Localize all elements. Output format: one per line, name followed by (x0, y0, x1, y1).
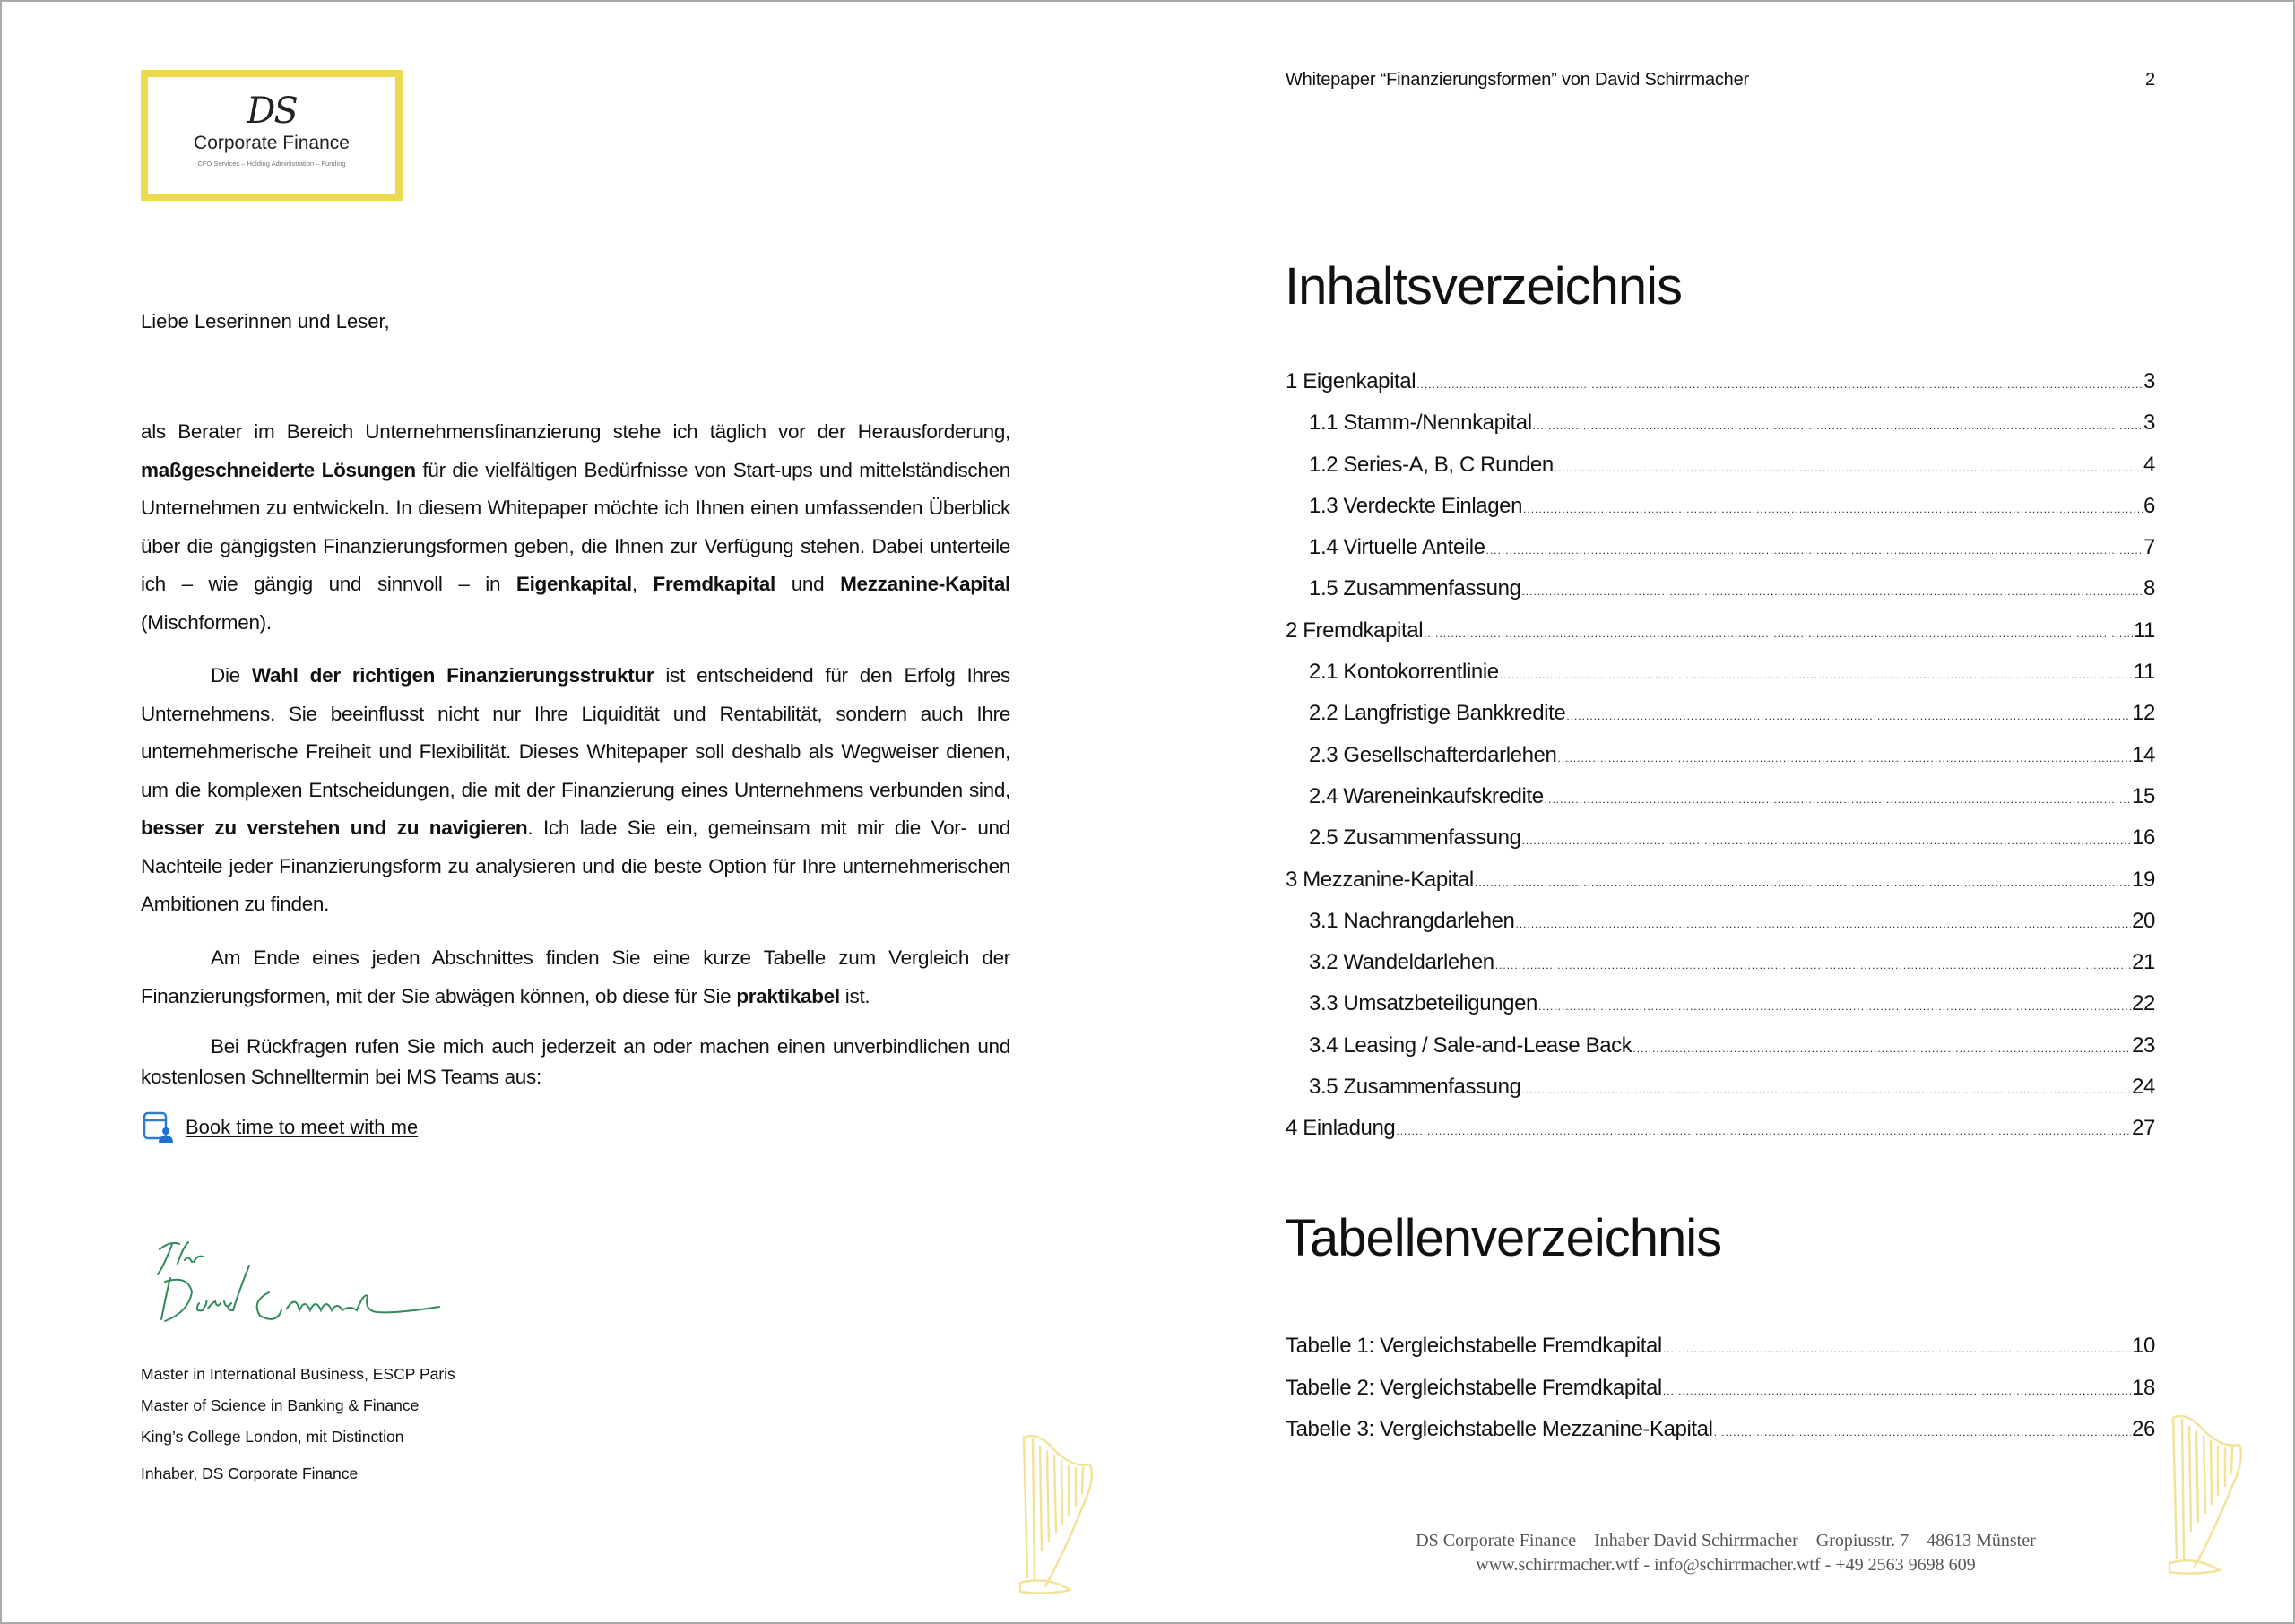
dot-leader (1522, 585, 2143, 598)
credential-item: King’s College London, mit Distinction (141, 1428, 404, 1446)
dot-leader (1475, 877, 2131, 889)
body-text: , (631, 573, 654, 595)
toc-entry-label: 3.3 Umsatzbeteiligungen (1309, 991, 1537, 1016)
toc-entry-page: 6 (2143, 493, 2155, 518)
toc-entry-page: 3 (2143, 410, 2155, 436)
toc-entry-page: 23 (2132, 1032, 2155, 1058)
toc-entry-label: Tabelle 2: Vergleichstabelle Fremdkapital (1286, 1375, 1662, 1400)
logo-tagline: CFO Services – Holding Administration – Funding (197, 160, 346, 168)
logo-name: Corporate Finance (194, 133, 350, 153)
toc-entry-page: 16 (2132, 825, 2155, 851)
toc-entry-page: 8 (2143, 576, 2155, 601)
dot-leader (1500, 669, 2133, 681)
toc-entry-label: Tabelle 1: Vergleichstabelle Fremdkapital (1286, 1334, 1662, 1358)
emphasis-text: Wahl der richtigen Finanzierungsstruktur (251, 664, 654, 687)
page-footer (1273, 1529, 2178, 1577)
book-meeting-link[interactable] (143, 1111, 418, 1144)
toc-entry-page: 14 (2132, 742, 2155, 767)
footer-address: DS Corporate Finance – Inhaber David Schirrmacher – Gropiusstr. 7 – 48613 Münster (1416, 1531, 2036, 1551)
toc-entry-label: 2.4 Wareneinkaufskredite (1309, 783, 1544, 808)
toc-entry[interactable] (1286, 1417, 2155, 1459)
emphasis-text: besser zu verstehen und zu navigieren (141, 816, 528, 839)
toc-entry[interactable] (1286, 743, 2155, 784)
body-text: ist entscheidend für den Erfolg Ihres Unternehmens. Sie beeinflusst nicht nur Ihre Liquidität und Rentabilität, sondern auch Ihre unternehmerische Freiheit und Flexibilität. Dieses Whitepaper soll deshalb als Wegweiser dienen, um die komplexen Entscheidungen, die mit der Finanzierung eines Unternehmens verbunden sind, (141, 664, 1010, 801)
toc-entry[interactable] (1286, 576, 2155, 618)
toc-entry-label: 3.4 Leasing / Sale-and-Lease Back (1309, 1032, 1632, 1058)
dot-leader (1522, 1084, 2132, 1096)
dot-leader (1538, 1000, 2131, 1013)
dot-leader (1424, 627, 2133, 640)
list-of-tables (1286, 1334, 2155, 1459)
toc-entry[interactable] (1286, 1116, 2155, 1157)
body-text: Am Ende eines jeden Abschnittes finden Sie eine kurze Tabelle zum Vergleich der Finanzierungsformen, mit der Sie abwägen können, ob diese für Sie (141, 946, 1010, 1007)
credential-item: Master of Science in Banking & Finance (141, 1396, 420, 1414)
company-logo (141, 70, 403, 201)
dot-leader (1396, 1125, 2131, 1137)
dot-leader (1566, 710, 2131, 722)
toc-entry-page: 19 (2132, 867, 2155, 892)
toc-entry-page: 12 (2132, 701, 2155, 726)
calendar-person-icon (143, 1111, 173, 1144)
toc-entry[interactable] (1286, 660, 2155, 701)
toc-entry-label: 3 Mezzanine-Kapital (1286, 867, 1474, 892)
toc-entry-page: 27 (2132, 1116, 2155, 1141)
toc-entry-page: 24 (2132, 1075, 2155, 1100)
toc-entry-page: 26 (2132, 1417, 2155, 1441)
tables-paragraph (141, 939, 1010, 1015)
dot-leader (1663, 1385, 2131, 1397)
toc-entry[interactable] (1286, 453, 2155, 494)
dot-leader (1555, 462, 2143, 474)
emphasis-text: Mezzanine-Kapital (840, 573, 1011, 595)
toc-entry[interactable] (1286, 1033, 2155, 1075)
toc-entry-label: 1.3 Verdeckte Einlagen (1309, 493, 1523, 518)
toc-entry[interactable] (1286, 1376, 2155, 1418)
body-text: . Ich lade Sie ein, gemeinsam mit mir die Vor- und Nachteile jeder Finanzierungsform zu analysieren und die beste Option für Ihre unternehmerischen Ambitionen zu finden. (141, 816, 1010, 915)
toc-entry[interactable] (1286, 494, 2155, 535)
body-text: Bei Rückfragen rufen Sie mich auch jederzeit an oder machen einen unverbindlichen und kostenlosen Schnelltermin bei MS Teams aus: (141, 1035, 1010, 1088)
body-text: (Mischformen). (141, 610, 272, 634)
toc-entry-label: 1.4 Virtuelle Anteile (1309, 535, 1485, 560)
toc-entry-label: 1.2 Series-A, B, C Runden (1309, 452, 1554, 477)
body-text: ist. (839, 984, 870, 1007)
toc-entry-label: 2.3 Gesellschafterdarlehen (1309, 742, 1557, 767)
toc-entry[interactable] (1286, 701, 2155, 742)
emphasis-text: Fremdkapital (653, 573, 775, 595)
contact-paragraph (141, 1032, 1010, 1093)
dot-leader (1522, 834, 2132, 847)
body-text: für die vielfältigen Bedürfnisse von Start-ups und mittelständischen Unternehmen zu entwickeln. In diesem Whitepaper möchte ich Ihnen einen umfassenden Überblick über die gängigsten Finanzierungsformen geben, die Ihnen zur Verfügung stehen. Dabei unterteile ich – wie gängig und sinnvoll – in (141, 458, 1010, 595)
dot-leader (1632, 1042, 2131, 1055)
dot-leader (1523, 503, 2143, 515)
emphasis-text: maßgeschneiderte Lösungen (141, 458, 416, 481)
body-text: Die (211, 664, 252, 687)
body-text: und (775, 573, 841, 595)
toc-entry-label: 2.2 Langfristige Bankkredite (1309, 701, 1566, 726)
toc-entry-page: 20 (2132, 908, 2155, 933)
toc-entry-label: 3.5 Zusammenfassung (1309, 1075, 1521, 1100)
dot-leader (1495, 959, 2131, 972)
toc-entry[interactable] (1286, 369, 2155, 410)
toc-entry-label: 3.1 Nachrangdarlehen (1309, 908, 1515, 933)
dot-leader (1416, 378, 2143, 391)
toc-entry-page: 22 (2132, 991, 2155, 1016)
toc-entry[interactable] (1286, 868, 2155, 909)
book-meeting-label: Book time to meet with me (186, 1116, 419, 1138)
dot-leader (1533, 419, 2143, 432)
dot-leader (1486, 544, 2143, 557)
toc-entry-page: 11 (2133, 660, 2155, 685)
intro-paragraph (141, 413, 1010, 642)
toc-entry-label: 3.2 Wandeldarlehen (1309, 950, 1494, 975)
logo-monogram: DS (247, 91, 297, 132)
toc-entry-page: 7 (2143, 535, 2155, 560)
structure-paragraph (141, 657, 1010, 924)
table-list-title: Tabellenverzeichnis (1285, 1209, 1722, 1267)
emphasis-text: Eigenkapital (515, 573, 632, 595)
toc-entry[interactable] (1286, 410, 2155, 452)
credentials-list (141, 1359, 455, 1453)
dot-leader (1557, 752, 2131, 764)
harp-icon (1011, 1425, 1101, 1595)
dot-leader (1714, 1426, 2132, 1438)
toc-title: Inhaltsverzeichnis (1285, 257, 1682, 315)
running-header: Whitepaper “Finanzierungsformen” von David Schirrmacher (1286, 70, 1749, 90)
toc-entry-page: 11 (2133, 618, 2155, 643)
toc-entry-page: 18 (2132, 1375, 2155, 1400)
toc-entry[interactable] (1286, 1075, 2155, 1116)
signature-image (152, 1239, 448, 1328)
toc-entry[interactable] (1286, 991, 2155, 1032)
footer-contact: www.schirrmacher.wtf - info@schirrmacher.wtf - +49 2563 9698 609 (1476, 1555, 1976, 1575)
toc-entry-page: 10 (2132, 1334, 2155, 1358)
dot-leader (1516, 918, 2132, 930)
emphasis-text: praktikabel (736, 984, 840, 1007)
toc-entry[interactable] (1286, 825, 2155, 867)
toc-entry-label: 2.5 Zusammenfassung (1309, 825, 1521, 851)
toc-entry[interactable] (1286, 784, 2155, 825)
toc-entry-label: 1.1 Stamm-/Nennkapital (1309, 410, 1532, 436)
credential-item: Master in International Business, ESCP Paris (141, 1365, 455, 1383)
toc-entry[interactable] (1286, 535, 2155, 576)
body-text: als Berater im Bereich Unternehmensfinanzierung stehe ich täglich vor der Herausforderung, (141, 420, 1010, 443)
toc-entry-label: Tabelle 3: Vergleichstabelle Mezzanine-Kapital (1286, 1417, 1713, 1441)
toc-entry-label: 1.5 Zusammenfassung (1309, 576, 1521, 601)
toc-entry-page: 3 (2143, 369, 2155, 393)
dot-leader (1663, 1343, 2131, 1355)
toc-entry[interactable] (1286, 950, 2155, 991)
toc-entry-page: 15 (2132, 783, 2155, 808)
toc-entry-page: 21 (2132, 950, 2155, 975)
toc-entry-label: 2 Fremdkapital (1286, 618, 1424, 643)
owner-line: Inhaber, DS Corporate Finance (141, 1464, 359, 1482)
table-of-contents (1286, 369, 2155, 1158)
toc-entry-label: 4 Einladung (1286, 1116, 1396, 1141)
toc-entry[interactable] (1286, 618, 2155, 660)
page-number: 2 (2145, 70, 2156, 90)
toc-entry[interactable] (1286, 909, 2155, 950)
toc-entry-label: 2.1 Kontokorrentlinie (1309, 660, 1499, 685)
letter-greeting: Liebe Leserinnen und Leser, (141, 310, 390, 333)
dot-leader (1545, 793, 2131, 806)
toc-entry-page: 4 (2143, 452, 2155, 477)
toc-entry[interactable] (1286, 1334, 2155, 1376)
toc-entry-label: 1 Eigenkapital (1286, 369, 1416, 393)
